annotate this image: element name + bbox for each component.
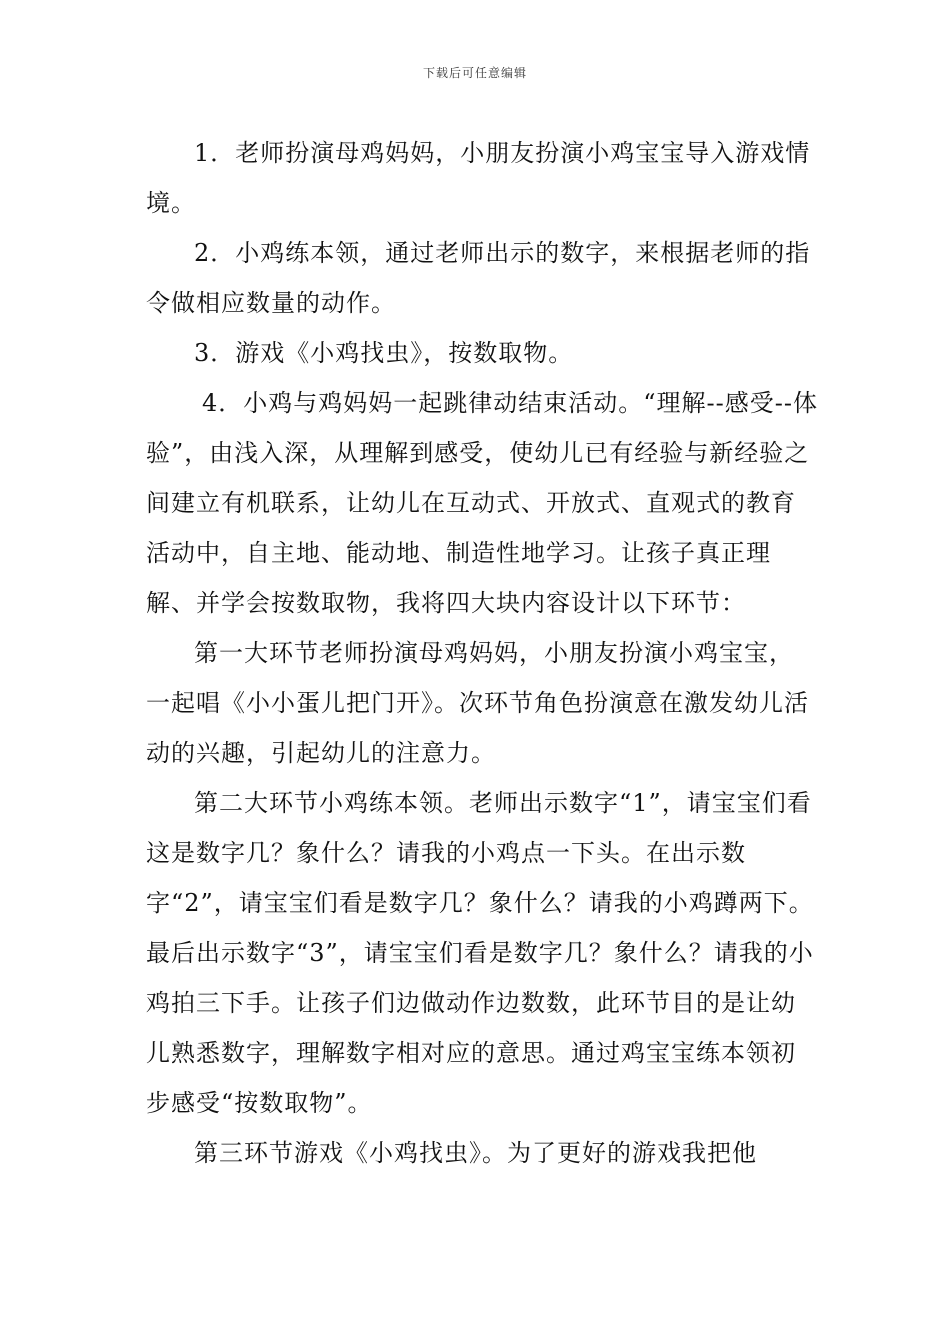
paragraph-section-2: 第二大环节小鸡练本领。老师出示数字“1”，请宝宝们看这是数字几？象什么？请我的小鸡点一下头。在出示数字“2”，请宝宝们看是数字几？象什么？请我的小鸡蹲两下。最后出示数字“3”，请宝宝们看是数字几？象什么？请我的小鸡拍三下手。让孩子们边做动作边数数，此环节目的是让幼儿熟悉数字，理解数字相对应的意思。通过鸡宝宝练本领初步感受“按数取物”。 <box>146 789 814 1117</box>
paragraph-section-3: 第三环节游戏《小鸡找虫》。为了更好的游戏我把他 <box>194 1139 757 1167</box>
document-body <box>146 128 818 1178</box>
page-header: 下载后可任意编辑 <box>422 66 527 80</box>
paragraph-step-4: 4．小鸡与鸡妈妈一起跳律动结束活动。“理解--感受--体验”，由浅入深，从理解到感受，使幼儿已有经验与新经验之间建立有机联系，让幼儿在互动式、开放式、直观式的教育活动中，自主地、能动地、制造性地学习。让孩子真正理解、并学会按数取物，我将四大块内容设计以下环节： <box>146 389 818 617</box>
paragraph-step-1: 1．老师扮演母鸡妈妈，小朋友扮演小鸡宝宝导入游戏情境。 <box>146 139 811 217</box>
paragraph-section-1: 第一大环节老师扮演母鸡妈妈，小朋友扮演小鸡宝宝，一起唱《小小蛋儿把门开》。次环节角色扮演意在激发幼儿活动的兴趣，引起幼儿的注意力。 <box>146 639 809 767</box>
paragraph-step-2: 2．小鸡练本领，通过老师出示的数字，来根据老师的指令做相应数量的动作。 <box>146 239 811 317</box>
paragraph-step-3: 3．游戏《小鸡找虫》，按数取物。 <box>194 339 574 367</box>
